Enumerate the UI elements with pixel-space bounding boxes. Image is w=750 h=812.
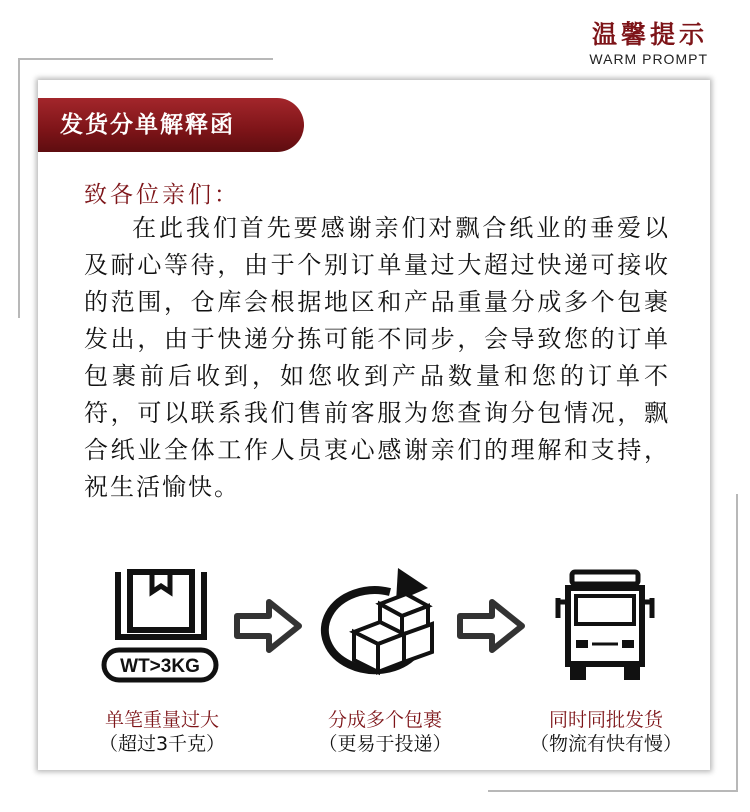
split-packages-icon [320, 562, 450, 692]
step-subtitle-2: （更易于投递） [318, 733, 452, 755]
weight-badge-text: WT>3KG [120, 656, 200, 677]
decorative-line-bottom [488, 790, 738, 792]
decorative-line-left [18, 58, 20, 318]
step-title-1: 单笔重量过大 [104, 709, 219, 731]
letter-body: 在此我们首先要感谢亲们对飘合纸业的垂爱以及耐心等待，由于个别订单量过大超过快递可接收的范围，仓库会根据地区和产品重量分成多个包裹发出，由于快递分拣可能不同步，会导致您的订单包裹前后收到，如您收到产品数量和您的订单不符，可以联系我们售前客服为您查询分包情况，飘合纸业全体工作人员衷心感谢亲们的理解和支持，祝生活愉快。 [84, 214, 670, 501]
notice-banner: 发货分单解释函 [38, 98, 304, 152]
step-label-1 [82, 708, 242, 756]
notice-card [38, 80, 710, 770]
step-subtitle-1: （超过3千克） [98, 733, 226, 755]
header-subtitle: WARM PROMPT [589, 51, 708, 67]
header-title: 温馨提示 [591, 20, 708, 49]
warm-prompt-header [589, 20, 708, 68]
step-title-3: 同时同批发货 [548, 709, 663, 731]
step-label-2 [300, 708, 470, 756]
truck-icon [550, 568, 660, 688]
decorative-line-right [736, 494, 738, 790]
scale-box-icon [102, 568, 222, 688]
shipping-steps [38, 568, 710, 758]
step-subtitle-3: （物流有快有慢） [529, 733, 682, 755]
step-label-3 [520, 708, 692, 756]
arrow-right-icon [456, 598, 528, 654]
step-title-2: 分成多个包裹 [327, 709, 442, 731]
arrow-right-icon [233, 598, 305, 654]
letter-greeting: 致各位亲们： [84, 182, 240, 208]
decorative-line-top [18, 58, 273, 60]
